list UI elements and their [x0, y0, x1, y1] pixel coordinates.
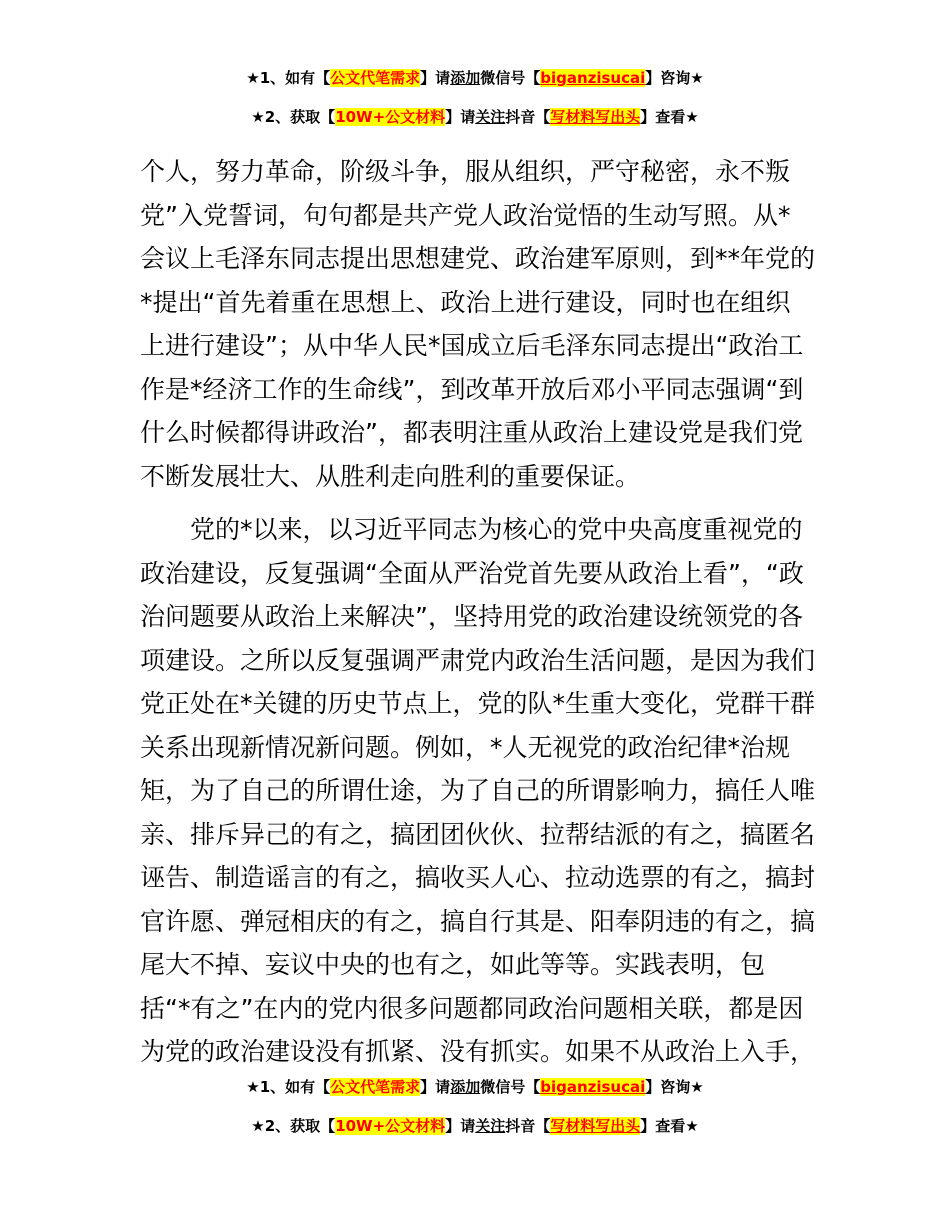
text-line: 上进行建设”；从中华人民*国成立后毛泽东同志提出“政治工 [140, 331, 804, 360]
banner-underlined-text: 关注 [475, 1117, 506, 1135]
paragraph-spacer [140, 498, 812, 508]
paragraph-2 [140, 508, 816, 1074]
text-line: 矩，为了自己的所谓仕途，为了自己的所谓影响力，搞任人唯 [140, 776, 816, 805]
banner-text: 抖音【 [505, 108, 551, 126]
banner-highlight: 10W+公文材料 [335, 108, 446, 126]
text-line: 会议上毛泽东同志提出思想建党、政治建军原则，到**年党的 [140, 244, 816, 273]
text-line: 作是*经济工作的生命线”，到改革开放后邓小平同志强调“到 [140, 374, 804, 404]
text-line: 关系出现新情况新问题。例如，*人无视党的政治纪律*治规 [140, 732, 791, 762]
text-line: 个人，努力革命，阶级斗争，服从组织，严守秘密，永不叛 [140, 157, 791, 186]
banner-text: 】咨询★ [645, 69, 704, 87]
text-line: 党的*以来，以习近平同志为核心的党中央高度重视党的 [190, 515, 803, 544]
banner-highlight: 10W+公文材料 [335, 1117, 446, 1135]
text-line: 诬告、制造谣言的有之，搞收买人心、拉动选票的有之，搞封 [140, 863, 816, 892]
banner-wechat-id: biganzisucai [540, 1078, 646, 1096]
banner-text: ★2、获取【 [251, 1117, 336, 1135]
banner-text: 】请 [420, 69, 451, 87]
banner-text: ★1、如有【 [246, 1078, 331, 1096]
text-line: 括“*有之”在内的党内很多问题都同政治问题相关联，都是因 [140, 993, 804, 1023]
banner-text: ★2、获取【 [251, 108, 336, 126]
banner-text: 】请 [420, 1078, 451, 1096]
paragraph-1 [140, 150, 816, 498]
banner-text: 】查看★ [640, 1117, 699, 1135]
text-line: 官许愿、弹冠相庆的有之，搞自行其是、阳奉阴违的有之，搞 [140, 906, 816, 936]
text-line: 不断发展壮大、从胜利走向胜利的重要保证。 [140, 461, 641, 491]
banner-text: 微信号【 [480, 1078, 541, 1096]
banner-highlight: 公文代笔需求 [330, 69, 421, 87]
banner-douyin-id: 写材料写出头 [550, 108, 641, 126]
promo-banner-footer-line-1 [0, 1076, 950, 1098]
text-line: *提出“首先着重在思想上、政治上进行建设，同时也在组织 [140, 287, 791, 317]
banner-underlined-text: 添加 [450, 1078, 481, 1096]
text-line: 党”入党誓词，句句都是共产党人政治觉悟的生动写照。从* [140, 200, 791, 230]
banner-text: 微信号【 [480, 69, 541, 87]
text-line: 党正处在*关键的历史节点上，党的队*生重大变化，党群干群 [140, 689, 816, 718]
text-line: 项建设。之所以反复强调严肃党内政治生活问题，是因为我们 [140, 645, 816, 675]
text-line: 治问题要从政治上来解决”，坚持用党的政治建设统领党的各 [140, 602, 803, 631]
banner-text: 】查看★ [640, 108, 699, 126]
banner-underlined-text: 添加 [450, 69, 481, 87]
text-line: 政治建设，反复强调“全面从严治党首先要从政治上看”，“政 [140, 558, 804, 588]
document-body [140, 150, 816, 1074]
banner-highlight: 公文代笔需求 [330, 1078, 421, 1096]
banner-text: 】请 [445, 108, 476, 126]
banner-underlined-text: 关注 [475, 108, 506, 126]
banner-text: ★1、如有【 [246, 69, 331, 87]
text-line: 亲、排斥异己的有之，搞团团伙伙、拉帮结派的有之，搞匿名 [140, 819, 816, 849]
text-line: 为党的政治建设没有抓紧、没有抓实。如果不从政治上入手， [140, 1037, 816, 1066]
banner-wechat-id: biganzisucai [540, 69, 646, 87]
promo-banner-footer-line-2 [0, 1115, 950, 1137]
promo-banner-line-1 [0, 67, 950, 89]
banner-text: 】咨询★ [645, 1078, 704, 1096]
text-line: 什么时候都得讲政治”，都表明注重从政治上建设党是我们党 [140, 418, 803, 447]
promo-banner-line-2 [0, 106, 950, 128]
banner-text: 】请 [445, 1117, 476, 1135]
banner-text: 抖音【 [505, 1117, 551, 1135]
banner-douyin-id: 写材料写出头 [550, 1117, 641, 1135]
text-line: 尾大不掉、妄议中央的也有之，如此等等。实践表明，包 [140, 950, 766, 979]
